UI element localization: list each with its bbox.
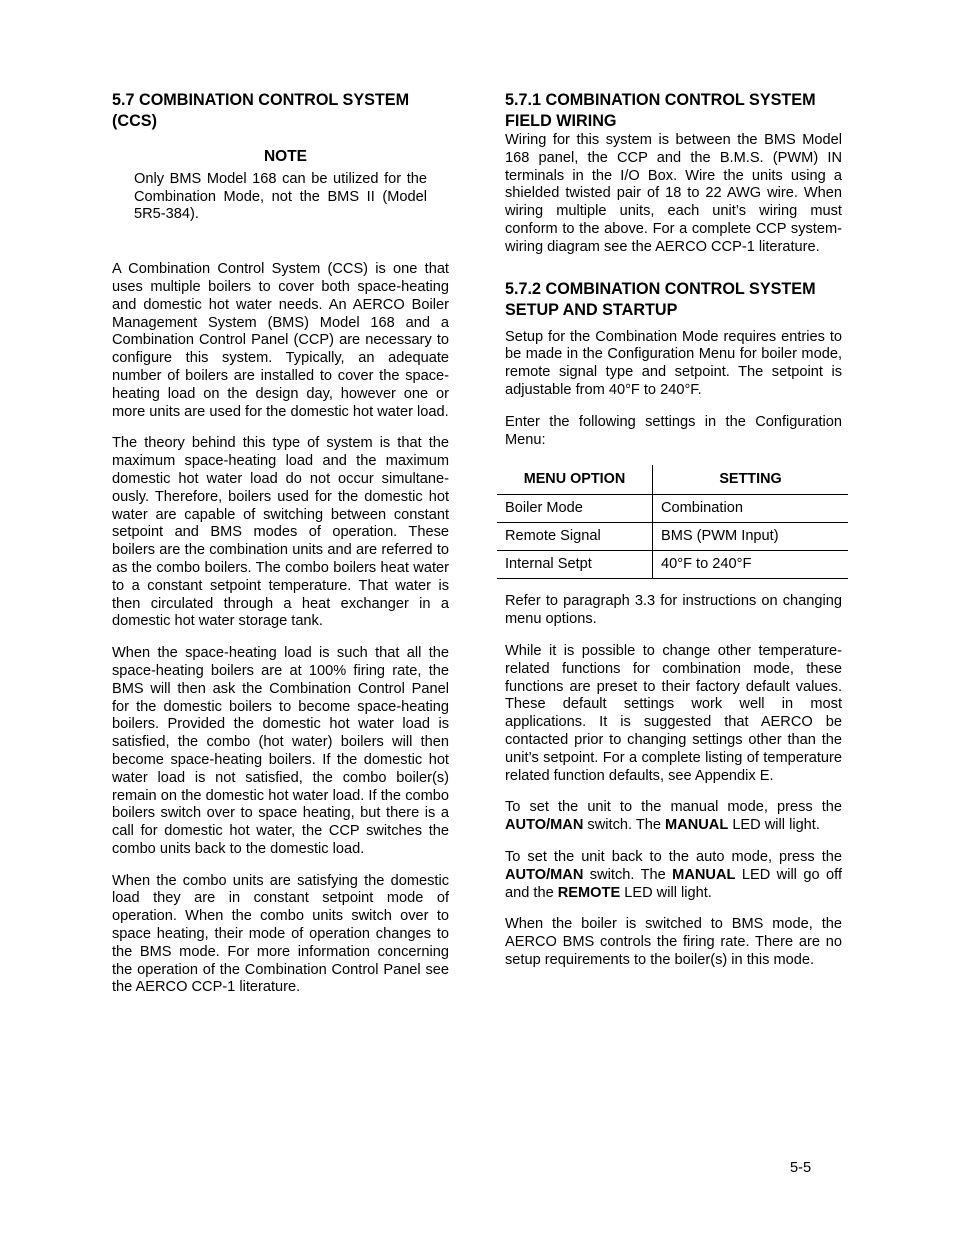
paragraph-theory: The theory behind this type of system is that the maximum space-heating load and the maximum domestic hot water load do not occur simultane-ously. Therefore, boilers used for the domestic hot water are capable of switching between constant setpoint and BMS modes of operation. These boilers are the combination units and are referred to as the combo boilers. The combo boilers heat water to a constant setpoint temperature. That water is then circulated through a heat exchanger in a domestic hot water storage tank. <box>112 435 449 630</box>
section-heading-5-7-2: 5.7.2 COMBINATION CONTROL SYSTEM SETUP AND STARTUP <box>505 279 816 319</box>
table-cell-option: Boiler Mode <box>497 495 653 523</box>
paragraph-ccs-intro: A Combination Control System (CCS) is one that uses multiple boilers to cover both space-heating and domestic hot water needs. An AERCO Boiler Management System (BMS) Model 168 and a Combination Control Panel (CCP) are necessary to configure this system. Typically, an adequate number of boilers are installed to cover the space-heating load on the design day, however one or more units are used for the domestic hot water load. <box>112 261 449 420</box>
section-heading-5-7: 5.7 COMBINATION CONTROL SYSTEM (CCS) <box>112 91 410 130</box>
configuration-settings-table <box>497 465 848 579</box>
table-row <box>497 551 848 579</box>
paragraph-auto-mode <box>505 849 842 902</box>
text-run: switch. The <box>583 866 673 883</box>
paragraph-combo-units: When the combo units are satisfying the domestic load they are in constant setpoint mode of operation. When the combo units switch over to space heating, their mode of operation changes to the BMS mode. For more information concerning the operation of the Combination Control Panel see the AERCO CCP-1 literature. <box>112 872 449 996</box>
manual-label: MANUAL <box>672 866 736 883</box>
page-number: 5-5 <box>790 1160 812 1176</box>
table-header-menu-option: MENU OPTION <box>497 465 653 495</box>
paragraph-manual-mode <box>505 799 842 835</box>
paragraph-setup: Setup for the Combination Mode requires entries to be made in the Configuration Menu for boiler mode, remote signal type and setpoint. The setpoint is adjustable from 40°F to 240°F. <box>505 328 842 398</box>
left-column <box>112 90 449 1011</box>
table-header-row <box>497 465 848 495</box>
paragraph-field-wiring: Wiring for this system is between the BMS Model 168 panel, the CCP and the B.M.S. (PWM) IN terminals in the I/O Box. Wire the units using a shielded twisted pair of 18 to 22 AWG wire. When wiring multiple units, each unit’s wiring must conform to the above. For a complete CCP system-wiring diagram see the AERCO CCP-1 literature. <box>505 132 842 255</box>
section-heading-5-7-1: 5.7.1 COMBINATION CONTROL SYSTEM FIELD WIRING <box>505 91 816 130</box>
note-title: NOTE <box>263 148 308 165</box>
auto-man-label: AUTO/MAN <box>505 817 584 834</box>
table-row <box>497 523 848 551</box>
paragraph-refer: Refer to paragraph 3.3 for instructions on changing menu options. <box>505 593 842 628</box>
manual-label: MANUAL <box>665 817 729 834</box>
text-run: switch. The <box>583 817 666 834</box>
remote-label: REMOTE <box>557 884 621 901</box>
table-header-setting: SETTING <box>653 465 849 495</box>
table-cell-option: Internal Setpt <box>497 551 653 579</box>
paragraph-defaults: While it is possible to change other temperature-related functions for combination mode, these functions are preset to their factory default values. These default settings work well in most applications. It is suggested that AERCO be contacted prior to changing settings other than the unit’s setpoint. For a complete listing of temperature related function defaults, see Appendix E. <box>505 642 842 784</box>
text-run: LED will light. <box>620 884 712 901</box>
auto-man-label: AUTO/MAN <box>505 866 584 883</box>
text-run: LED will light. <box>728 817 820 834</box>
table-row <box>497 495 848 523</box>
text-run: To set the unit to the manual mode, press the <box>505 799 842 816</box>
text-run: To set the unit back to the auto mode, press the <box>505 848 842 865</box>
paragraph-space-heating: When the space-heating load is such that all the space-heating boilers are at 100% firing rate, the BMS will then ask the Combination Control Panel for the domestic boilers to become space-heating boilers. Provided the domestic hot water load is satisfied, the combo (hot water) boilers will then become space-heating boilers. If the domestic hot water load is not satisfied, the combo boiler(s) remain on the domestic hot water load. If the combo boilers switch over to space heating, but there is a call for domestic hot water, the CCP switches the combo units back to the domestic load. <box>112 645 449 857</box>
table-cell-option: Remote Signal <box>497 523 653 551</box>
paragraph-enter-settings: Enter the following settings in the Configuration Menu: <box>505 413 842 448</box>
table-cell-setting: BMS (PWM Input) <box>653 523 849 551</box>
table-cell-setting: 40°F to 240°F <box>653 551 849 579</box>
right-column <box>505 90 842 984</box>
note-body: Only BMS Model 168 can be utilized for the Combination Mode, not the BMS II (Model 5R5-384). <box>134 170 427 223</box>
text-run: LED will go off and the <box>505 866 842 901</box>
table-cell-setting: Combination <box>653 495 849 523</box>
paragraph-bms-mode: When the boiler is switched to BMS mode, the AERCO BMS controls the firing rate. There are no setup requirements to the boiler(s) in this mode. <box>505 916 842 968</box>
